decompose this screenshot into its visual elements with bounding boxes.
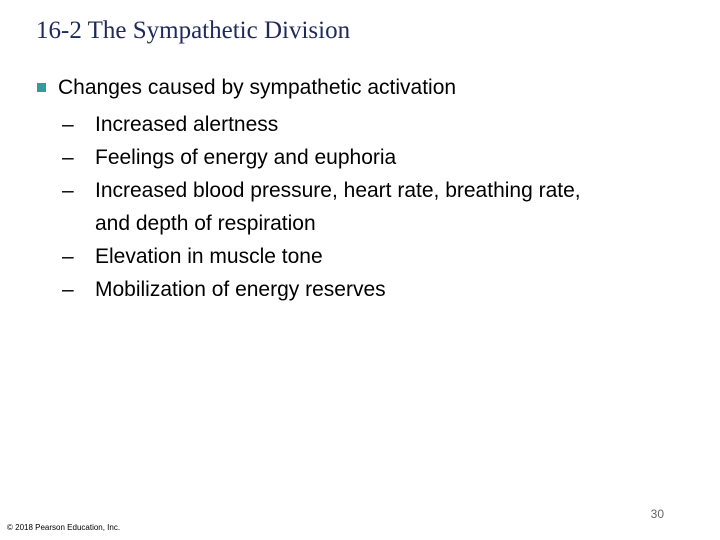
main-bullet-item: [36, 74, 686, 102]
slide-content: [36, 74, 686, 306]
list-item-text: Increased alertness: [95, 113, 279, 136]
dash-marker: –: [62, 179, 74, 202]
sub-bullet-list: [36, 108, 686, 306]
list-item-text: Elevation in muscle tone: [95, 245, 323, 268]
list-item-text: Mobilization of energy reserves: [95, 278, 386, 301]
list-item-text: Increased blood pressure, heart rate, breathing rate,: [95, 179, 581, 202]
list-item-text: Feelings of energy and euphoria: [95, 146, 397, 169]
copyright-notice: © 2018 Pearson Education, Inc.: [7, 523, 121, 532]
list-item: [36, 240, 686, 273]
dash-marker: –: [62, 146, 74, 169]
list-item: [36, 174, 686, 240]
list-item: [36, 273, 686, 306]
list-item: [36, 141, 686, 174]
dash-marker: –: [62, 245, 74, 268]
list-item-text-continued: and depth of respiration: [95, 212, 316, 235]
dash-marker: –: [62, 278, 74, 301]
list-item: [36, 108, 686, 141]
main-bullet-text: Changes caused by sympathetic activation: [58, 76, 457, 99]
slide-title: 16-2 The Sympathetic Division: [36, 17, 351, 44]
square-bullet-icon: [37, 83, 46, 92]
page-number: 30: [650, 507, 664, 521]
dash-marker: –: [62, 113, 74, 136]
